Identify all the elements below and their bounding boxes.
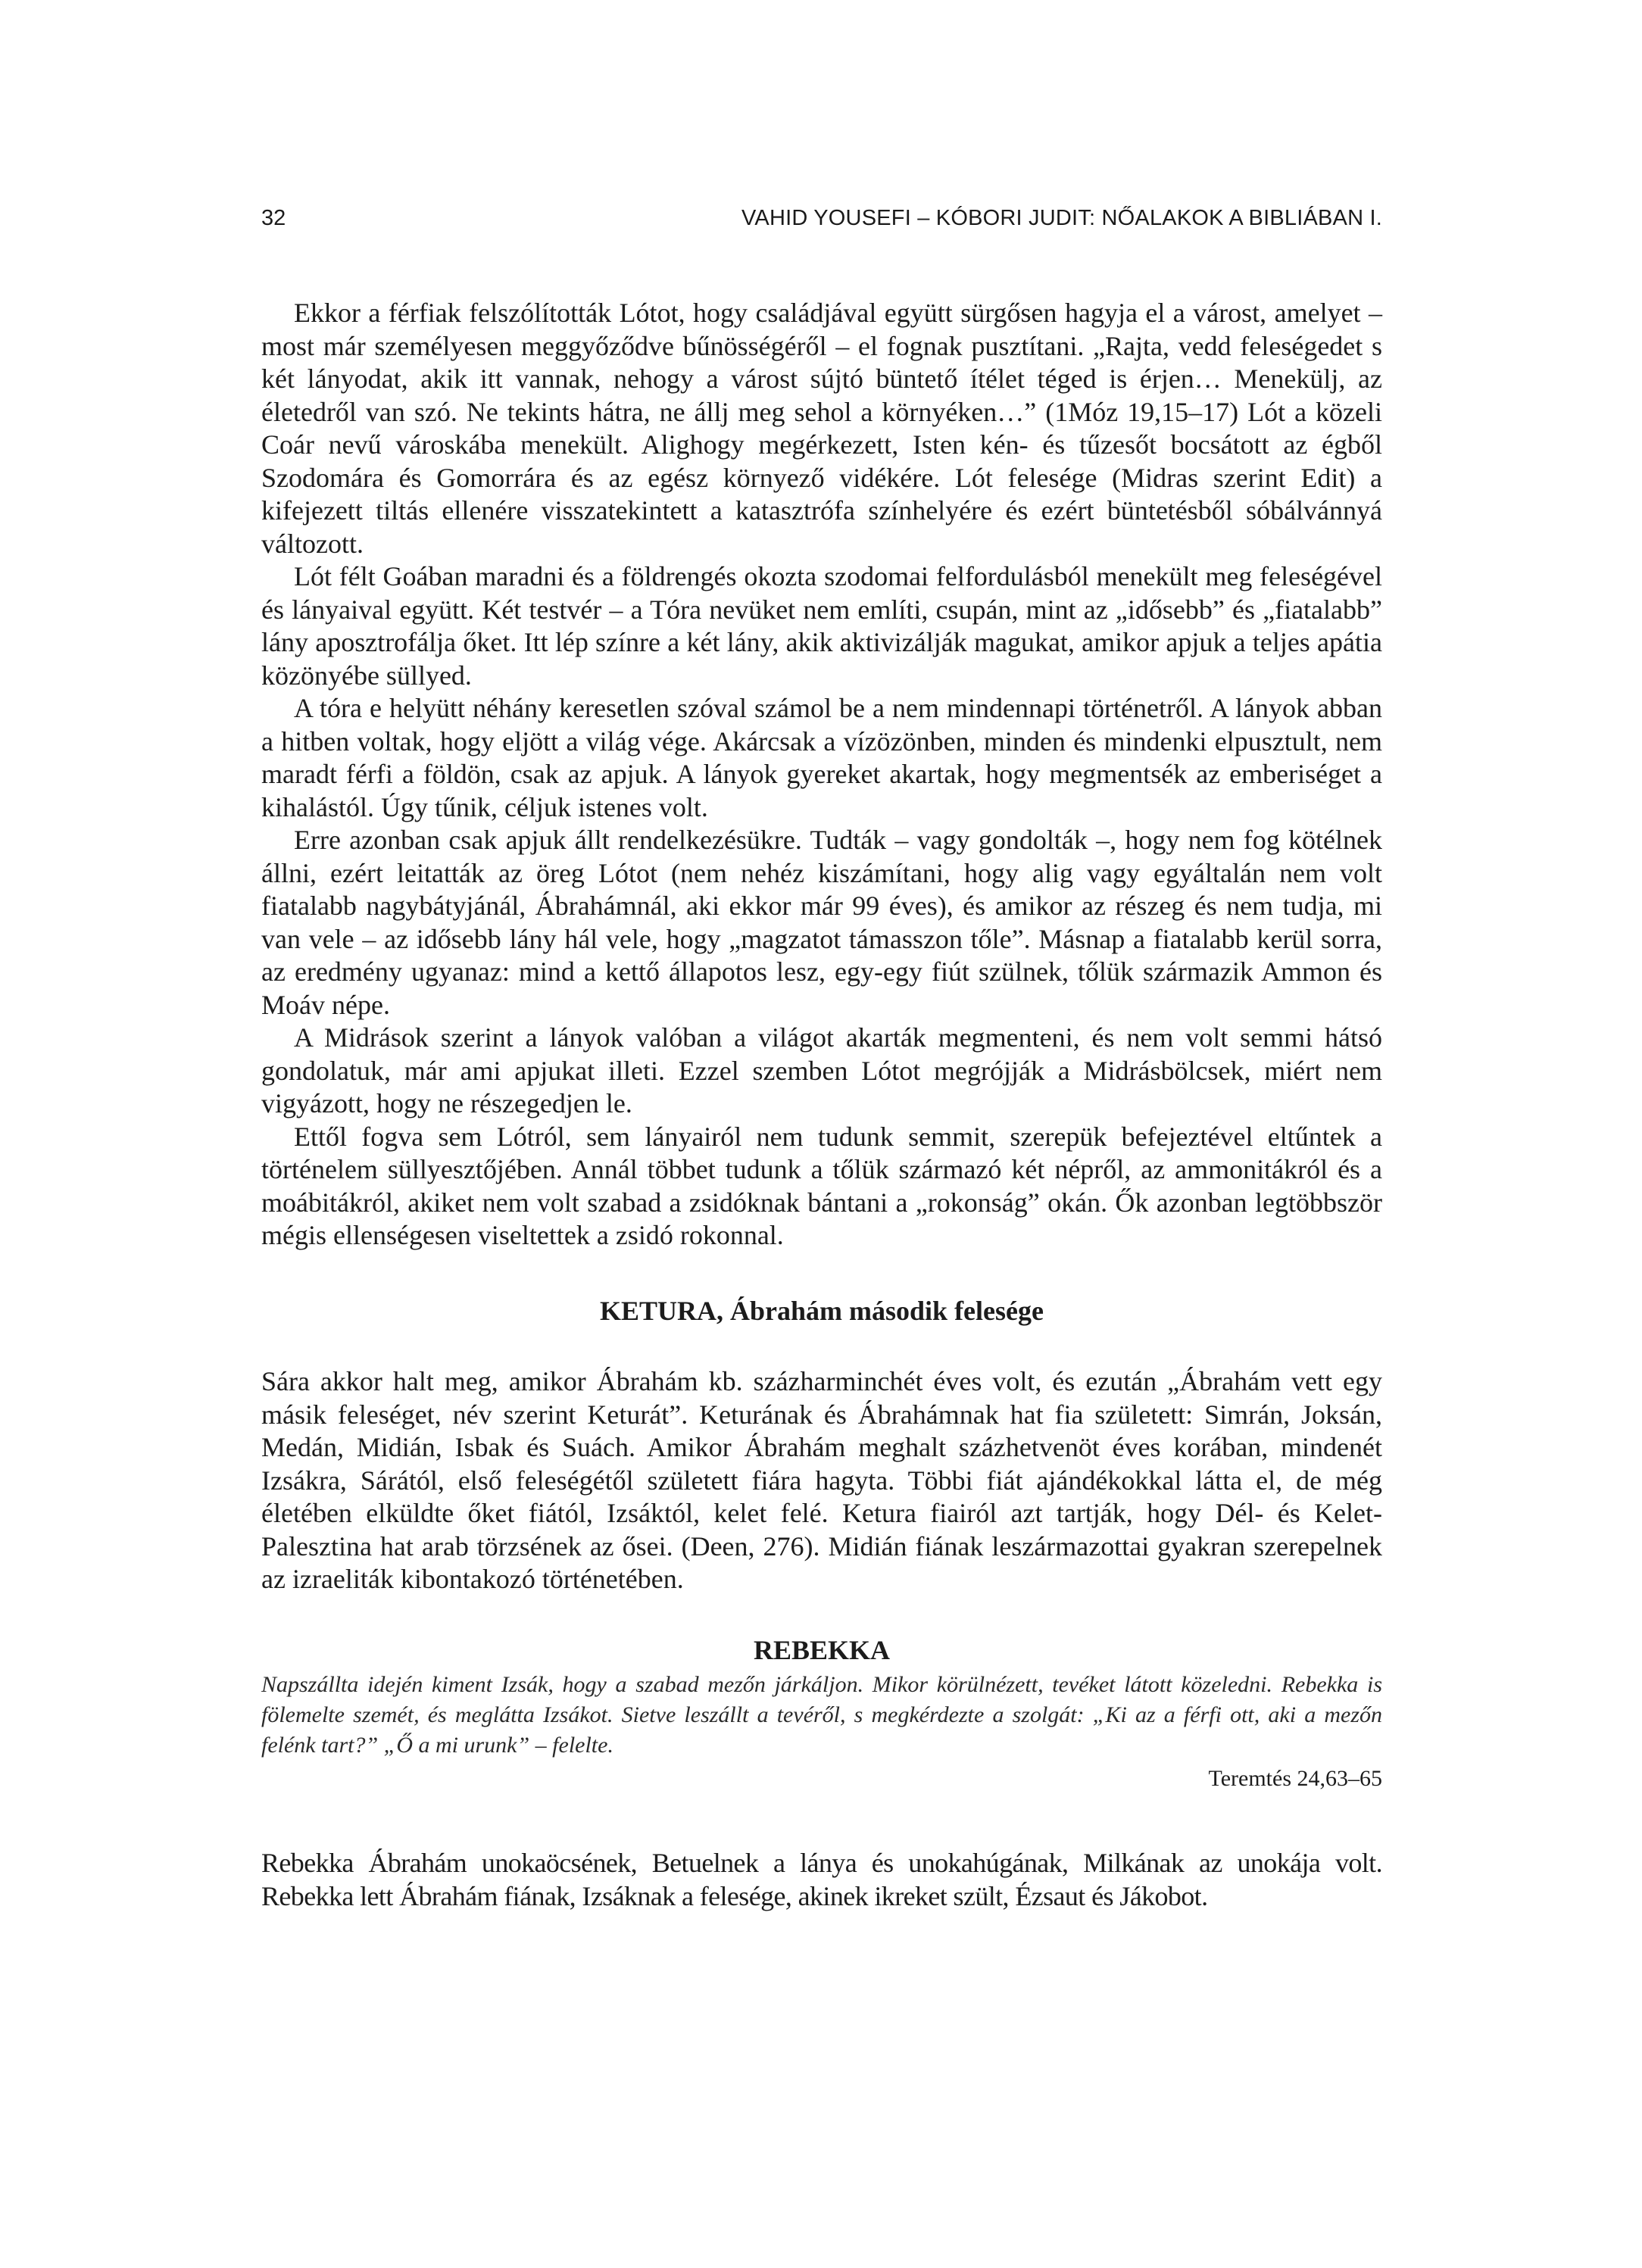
- epigraph-source: Teremtés 24,63–65: [1208, 1766, 1382, 1791]
- ketura-paragraph: Sára akkor halt meg, amikor Ábrahám kb. százharminchét éves volt, és ezután „Ábrahám vett egy másik feleséget, név szerint Keturát”. Keturának és Ábrahámnak hat fia született: Simrán, Joksán, Medán, Midián, Isbak és Suách. Amikor Ábrahám meghalt százhetvenöt éves korában, mindenét Izsákra, Sárától, első feleségétől született fiára hagyta. Többi fiát ajándékokkal látta el, de még életében elküldte őket fiától, Izsáktól, kelet felé. Ketura fiairól azt tartják, hogy Dél- és Kelet-Palesztina hat arab törzsének az ősei. (Deen, 276). Midián fiának leszármazottai gyakran szerepelnek az izraeliták kibontakozó történetében.: [261, 1366, 1382, 1594]
- running-title: VAHID YOUSEFI – KÓBORI JUDIT: NŐALAKOK A BIBLIÁBAN I.: [741, 206, 1382, 230]
- rebekka-paragraph: Rebekka Ábrahám unokaöcsének, Betuelnek a lánya és unokahúgának, Milkának az unokája volt. Rebekka lett Ábrahám fiának, Izsáknak a felesége, akinek ikreket szült, Ézsaut és Jákobot.: [261, 1848, 1382, 1911]
- body-paragraph: Lót félt Goában maradni és a földrengés okozta szodomai felfordulásból menekült meg feleségével és lányaival együtt. Két testvér – a Tóra nevüket nem említi, csupán, mint az „idősebb” és „fiatalabb” lány aposztrofálja őket. Itt lép színre a két lány, akik aktivizálják magukat, amikor apjuk a teljes apátia közönyébe süllyed.: [261, 561, 1382, 691]
- section-heading-rebekka: REBEKKA: [753, 1634, 891, 1665]
- body-paragraph: A tóra e helyütt néhány keresetlen szóval számol be a nem mindennapi történetről. A lányok abban a hitben voltak, hogy eljött a világ vége. Akárcsak a vízözönben, minden és mindenki elpusztult, nem maradt férfi a földön, csak az apjuk. A lányok gyereket akartak, hogy megmentsék az emberiséget a kihalástól. Úgy tűnik, céljuk istenes volt.: [261, 693, 1382, 822]
- page-number: 32: [261, 206, 286, 230]
- section-heading-ketura: KETURA, Ábrahám második felesége: [600, 1295, 1044, 1326]
- body-paragraph: A Midrások szerint a lányok valóban a világot akarták megmenteni, és nem volt semmi hátsó gondolatuk, már ami apjukat illeti. Ezzel szemben Lótot megrójják a Midrásbölcsek, miért nem vigyázott, hogy ne részegedjen le.: [261, 1022, 1382, 1118]
- body-paragraph: Erre azonban csak apjuk állt rendelkezésükre. Tudták – vagy gondolták –, hogy nem fog kötélnek állni, ezért leitatták az öreg Lótot (nem nehéz kiszámítani, hogy alig vagy egyáltalán nem volt fiatalabb nagybátyjánál, Ábrahámnál, aki ekkor már 99 éves), és amikor az részeg és nem tudja, mi van vele – az idősebb lány hál vele, hogy „magzatot támasszon tőle”. Másnap a fiatalabb kerül sorra, az eredmény ugyanaz: mind a kettő állapotos lesz, egy-egy fiút szülnek, tőlük származik Ammon és Moáv népe.: [261, 825, 1382, 1020]
- main-text: [261, 297, 1382, 1913]
- body-paragraph: Ekkor a férfiak felszólították Lótot, hogy családjával együtt sürgősen hagyja el a várost, amelyet – most már személyesen meggyőződve bűnösségéről – el fognak pusztítani. „Rajta, vedd feleségedet s két lányodat, akik itt vannak, nehogy a várost sújtó büntető ítélet téged is érjen… Menekülj, az életedről van szó. Ne tekints hátra, ne állj meg sehol a környéken…” (1Móz 19,15–17) Lót a közeli Coár nevű városkába menekült. Alighogy megérkezett, Isten kén- és tűzesőt bocsátott az égből Szodomára és Gomorrára és az egész környező vidékére. Lót felesége (Midras szerint Edit) a kifejezett tiltás ellenére visszatekintett a katasztrófa színhelyére és ezért büntetésből sóbálvánnyá változott.: [261, 298, 1382, 559]
- body-paragraph: Ettől fogva sem Lótról, sem lányairól nem tudunk semmit, szerepük befejeztével eltűntek a történelem süllyesztőjében. Annál többet tudunk a tőlük származó két népről, az ammonitákról és a moábitákról, akiket nem volt szabad a zsidóknak bántani a „rokonság” okán. Ők azonban legtöbbször mégis ellenségesen viseltettek a zsidó rokonnal.: [261, 1121, 1382, 1250]
- running-header: [261, 203, 1382, 233]
- epigraph-quote: Napszállta idején kiment Izsák, hogy a szabad mezőn járkáljon. Mikor körülnézett, tevéket látott közeledni. Rebekka is fölemelte szemét, és meglátta Izsákot. Sietve leszállt a tevéről, s megkérdezte a szolgát: „Ki az a férfi ott, aki a mezőn felénk tart?” „Ő a mi urunk” – felelte.: [261, 1672, 1382, 1758]
